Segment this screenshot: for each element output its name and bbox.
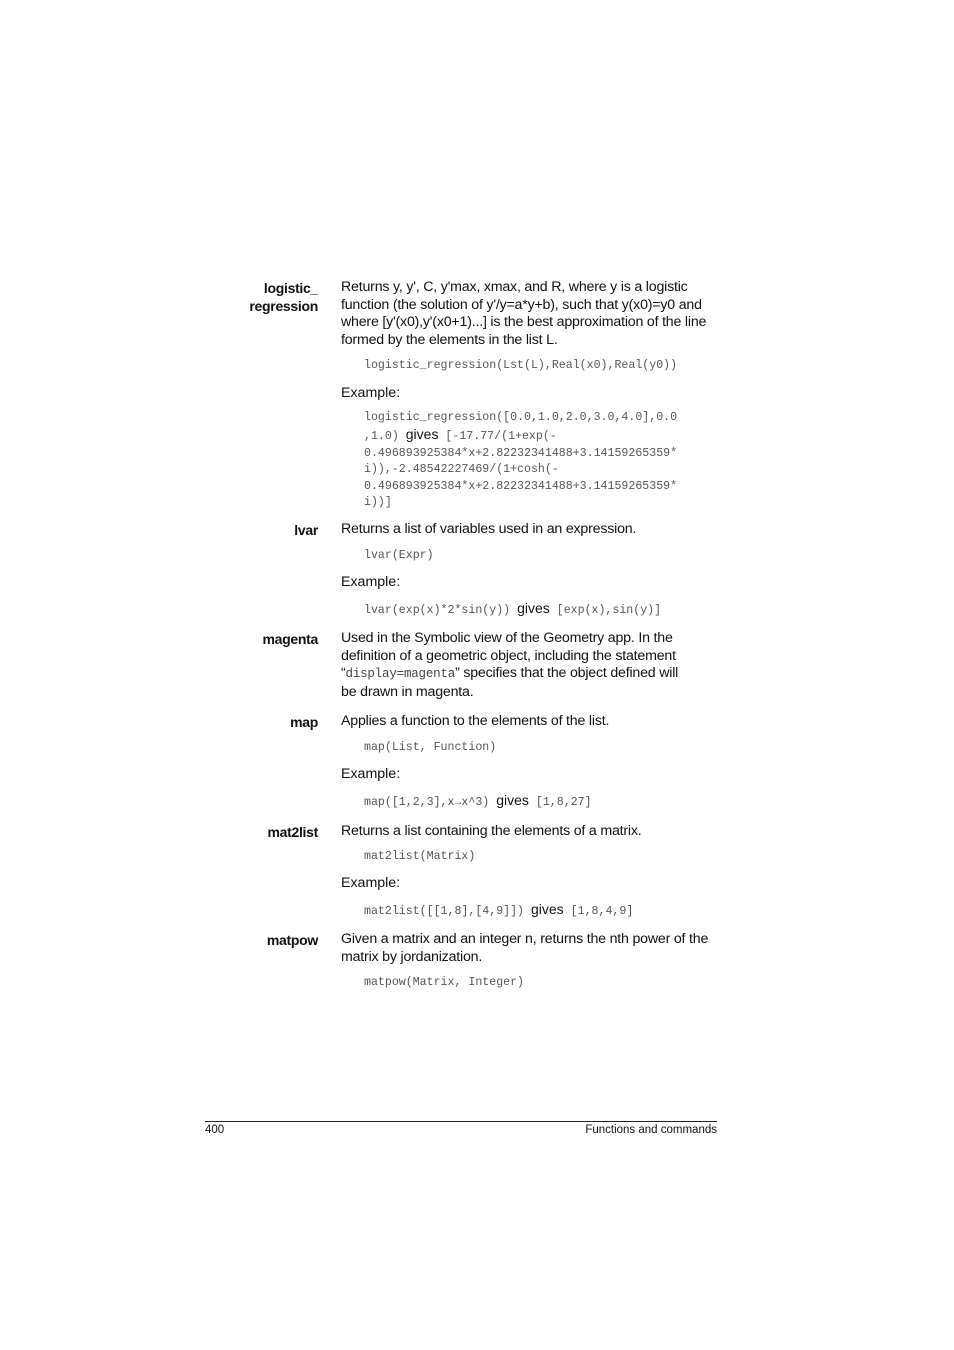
entry-description: Returns a list of variables used in an expression.: [341, 521, 637, 537]
example-code: mat2list([[1,8],[4,9]]) gives [1,8,4,9]: [364, 901, 634, 919]
entry-term: logistic_ regression: [249, 280, 318, 314]
example-code: logistic_regression([0.0,1.0,2.0,3.0,4.0],0.0 ,1.0) gives [-17.77/(1+exp(- 0.496893925384*x+2.82232341488+3.14159265359* i)),-2.48542227469/(1+cosh(- 0.496893925384*x+2.82232341488+3.14159265359* i))]: [364, 410, 678, 510]
syntax-line: mat2list(Matrix): [364, 849, 476, 863]
entry-term: mat2list: [267, 824, 318, 840]
footer-rule: [205, 1121, 717, 1122]
entry-term: lvar: [294, 522, 318, 538]
entry-description: Returns a list containing the elements of a matrix.: [341, 823, 642, 839]
entry-term: matpow: [266, 932, 318, 948]
entry-description: Applies a function to the elements of the list.: [341, 713, 610, 729]
syntax-line: logistic_regression(Lst(L),Real(x0),Real(y0)): [364, 359, 678, 373]
entry-description: Returns y, y', C, y'max, xmax, and R, where y is a logistic function (the solution of y'/y=a*y+b), such that y(x0)=y0 and where [y'(x0),y'(x0+1)...] is the best approximation of the line formed by the elements in the list L.: [341, 279, 707, 348]
entry-description: Used in the Symbolic view of the Geometry app. In the definition of a geometric object, including the statement “display=magenta” specifies that the object defined will be drawn in magenta.: [341, 630, 679, 700]
entry-term: map: [290, 714, 318, 730]
footer-section-title: Functions and commands: [585, 1124, 717, 1136]
example-code: lvar(exp(x)*2*sin(y)) gives [exp(x),sin(y)]: [364, 600, 662, 618]
example-code: map([1,2,3],x→x^3) gives [1,8,27]: [364, 792, 592, 810]
syntax-line: matpow(Matrix, Integer): [364, 976, 525, 990]
example-label: Example:: [341, 875, 401, 892]
entry-description: Given a matrix and an integer n, returns the nth power of the matrix by jordanization.: [341, 931, 709, 965]
page-number: 400: [205, 1124, 225, 1136]
example-label: Example:: [341, 766, 401, 783]
example-label: Example:: [341, 574, 401, 591]
syntax-line: lvar(Expr): [364, 548, 434, 562]
example-label: Example:: [341, 384, 401, 401]
entry-term: magenta: [262, 631, 318, 647]
syntax-line: map(List, Function): [364, 740, 497, 754]
